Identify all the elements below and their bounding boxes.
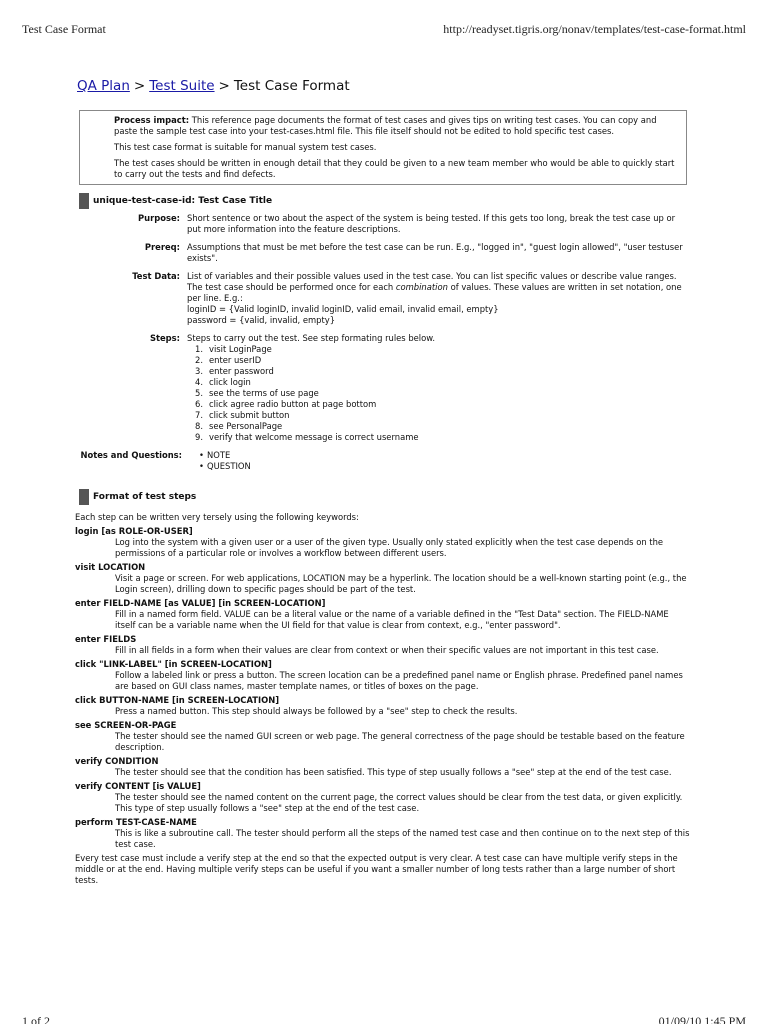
impact-label: Process impact:: [114, 115, 190, 125]
keyword-term: verify CONTENT [is VALUE]: [75, 781, 201, 791]
keyword-term: click BUTTON-NAME [in SCREEN-LOCATION]: [75, 695, 280, 705]
keyword-item: [75, 562, 691, 595]
step-item: click login: [209, 377, 251, 387]
keyword-item: [75, 695, 691, 717]
step-item: enter userID: [209, 355, 262, 365]
test-data-text: List of variables and their possible values used in the test case. You can list specific values or describe value ranges. The test case should be performed once for each: [187, 271, 677, 292]
keyword-list: [75, 526, 691, 850]
format-title: Format of test steps: [93, 492, 197, 502]
test-case-heading: [79, 193, 689, 209]
keyword-term: visit LOCATION: [75, 562, 146, 572]
process-impact-box: [79, 110, 687, 185]
field-test-data: [77, 271, 689, 326]
impact-paragraph: This test case format is suitable for manual system test cases.: [114, 142, 377, 152]
field-value: [187, 271, 687, 326]
test-case-fields: [77, 213, 689, 472]
field-steps: [77, 333, 689, 443]
test-case-title: unique-test-case-id: Test Case Title: [93, 196, 273, 206]
keyword-item: [75, 720, 691, 753]
steps-intro: Steps to carry out the test. See step formating rules below.: [187, 333, 435, 343]
step-item: see the terms of use page: [209, 388, 319, 398]
step-item: verify that welcome message is correct username: [209, 432, 419, 442]
section-bar-icon: [79, 193, 89, 209]
note-item: • NOTE: [199, 450, 689, 461]
test-data-emphasis: combination: [395, 282, 448, 292]
print-header-title: Test Case Format: [22, 22, 106, 36]
steps-list: [209, 344, 687, 443]
format-heading: [79, 489, 689, 505]
page-content: [77, 78, 689, 886]
keyword-description: The tester should see the named content on the current page, the correct values should be clear from the test data, or given explicitly. This type of step usually follows a "see" step at the end of the test case.: [115, 792, 683, 813]
breadcrumb: [77, 78, 689, 98]
breadcrumb-link-test-suite[interactable]: Test Suite: [149, 78, 215, 94]
keyword-item: [75, 756, 691, 778]
field-purpose: [77, 213, 689, 235]
keyword-description: The tester should see that the condition has been satisfied. This type of step usually follows a "see" step at the end of the test case.: [115, 767, 672, 777]
keyword-item: [75, 659, 691, 692]
breadcrumb-current: Test Case Format: [233, 78, 350, 94]
closing-paragraph: Every test case must include a verify step at the end so that the expected output is very clear. A test case can have multiple verify steps in the middle or at the end. Having multiple verify steps can be useful if you want a smaller number of long tests rather than a large number of short tests.: [75, 853, 678, 885]
keyword-item: [75, 781, 691, 814]
impact-text: This reference page documents the format of test cases and gives tips on writing test cases. You can copy and paste the sample test case into your test-cases.html file. This file itself should not be edited to hold specific test cases.: [114, 115, 657, 136]
field-prereq: [77, 242, 689, 264]
keyword-description: Visit a page or screen. For web applications, LOCATION may be a hyperlink. The location should be a well-known starting point (e.g., the Login screen), drilling down to specific pages should be part of the test.: [115, 573, 687, 594]
breadcrumb-separator: >: [218, 78, 230, 94]
impact-paragraph: [114, 115, 680, 137]
section-bar-icon: [79, 489, 89, 505]
keyword-term: enter FIELD-NAME [as VALUE] [in SCREEN-LOCATION]: [75, 598, 326, 608]
notes-list: [199, 450, 689, 472]
field-label: Prereq:: [144, 242, 180, 252]
keyword-term: click "LINK-LABEL" [in SCREEN-LOCATION]: [75, 659, 272, 669]
field-label: Test Data:: [132, 271, 180, 281]
keyword-term: see SCREEN-OR-PAGE: [75, 720, 177, 730]
keyword-description: This is like a subroutine call. The tester should perform all the steps of the named test case and then continue on to the next step of this test case.: [115, 828, 690, 849]
step-item: click agree radio button at page bottom: [209, 399, 377, 409]
field-label: Notes and Questions:: [80, 450, 182, 460]
breadcrumb-link-qa-plan[interactable]: QA Plan: [77, 78, 130, 94]
print-footer: [22, 1014, 746, 1024]
field-label: Purpose:: [138, 213, 180, 223]
format-intro: Each step can be written very tersely using the following keywords:: [75, 512, 359, 522]
step-item: visit LoginPage: [209, 344, 272, 354]
print-footer-page: 1 of 2: [22, 1014, 50, 1024]
keyword-item: [75, 526, 691, 559]
keyword-item: [75, 634, 691, 656]
keyword-description: Follow a labeled link or press a button. The screen location can be a predefined panel name or English phrase. Predefined panel names are based on GUI class names, master template names, or titles of boxes on the page.: [115, 670, 683, 691]
field-value: Short sentence or two about the aspect of the system is being tested. If this gets too long, break the test case up or put more information into the feature descriptions.: [187, 213, 676, 234]
field-notes: [77, 450, 689, 472]
keyword-item: [75, 598, 691, 631]
keyword-term: perform TEST-CASE-NAME: [75, 817, 197, 827]
test-data-line: loginID = {Valid loginID, invalid loginID, valid email, invalid email, empty}: [187, 304, 499, 314]
keyword-description: Fill in all fields in a form when their values are clear from context or when their specific values are not important in this test case.: [115, 645, 659, 655]
impact-paragraph: The test cases should be written in enough detail that they could be given to a new team member who would be able to quickly start to carry out the tests and find defects.: [114, 158, 675, 179]
test-data-text: of values. These values are written in set notation, one per line. E.g.:: [187, 282, 682, 303]
print-header-url: http://readyset.tigris.org/nonav/templates/test-case-format.html: [443, 22, 746, 36]
keyword-term: login [as ROLE-OR-USER]: [75, 526, 193, 536]
keyword-term: enter FIELDS: [75, 634, 137, 644]
print-header: [22, 22, 746, 36]
breadcrumb-separator: >: [133, 78, 146, 94]
keyword-description: Log into the system with a given user or a user of the given type. Usually only stated explicitly when the test case depends on the permissions of a particular role or involves a workflow between different users.: [115, 537, 664, 558]
field-value: Assumptions that must be met before the test case can be run. E.g., "logged in", "guest login allowed", "user testuser exists".: [187, 242, 683, 263]
field-label: Steps:: [149, 333, 180, 343]
step-item: see PersonalPage: [209, 421, 283, 431]
keyword-description: Fill in a named form field. VALUE can be a literal value or the name of a variable defined in the "Test Data" section. The FIELD-NAME itself can be a variable name when the UI field for that value is clear from context, e.g., "enter password".: [115, 609, 669, 630]
keyword-item: [75, 817, 691, 850]
keyword-term: verify CONDITION: [75, 756, 159, 766]
keyword-description: Press a named button. This step should always be followed by a "see" step to check the results.: [115, 706, 518, 716]
step-item: enter password: [209, 366, 274, 376]
field-value: [191, 450, 689, 472]
step-item: click submit button: [209, 410, 290, 420]
keyword-description: The tester should see the named GUI screen or web page. The general correctness of the page should be testable based on the feature description.: [115, 731, 685, 752]
note-item: • QUESTION: [199, 461, 689, 472]
test-data-line: password = {valid, invalid, empty}: [187, 315, 336, 325]
field-value: [187, 333, 687, 443]
print-footer-date: 01/09/10 1:45 PM: [658, 1014, 746, 1024]
